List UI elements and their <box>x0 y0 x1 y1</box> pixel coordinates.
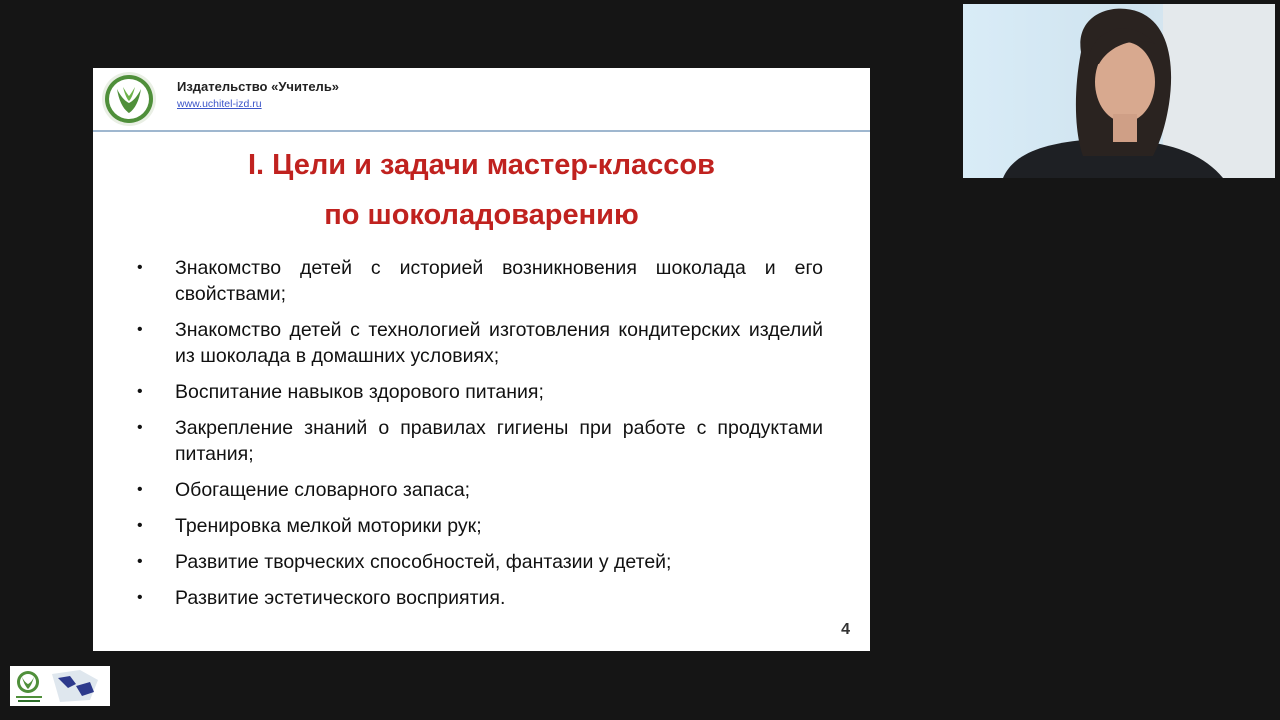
slide-title-line-1: I. Цели и задачи мастер-классов <box>248 149 715 181</box>
bullet-text: Тренировка мелкой моторики рук; <box>175 515 482 537</box>
bullet-text: Развитие творческих способностей, фантазии у детей; <box>175 551 672 573</box>
presentation-slide <box>93 68 870 651</box>
bullet-dot: • <box>137 589 143 606</box>
presenter-video[interactable] <box>963 4 1275 178</box>
bullet-dot: • <box>137 383 143 400</box>
bullet-text: Воспитание навыков здорового питания; <box>175 381 544 403</box>
presenter-silhouette <box>963 4 1275 178</box>
bullet-item <box>133 415 823 467</box>
bullet-item <box>133 513 823 539</box>
bullet-text: Знакомство детей с технологией изготовления кондитерских изделий из шоколада в домашних условиях; <box>175 319 823 367</box>
publisher-name: Издательство «Учитель» <box>177 79 340 94</box>
bullet-dot: • <box>137 481 143 498</box>
bullet-dot: • <box>137 321 143 338</box>
bullet-text: Обогащение словарного запаса; <box>175 479 471 501</box>
bottom-publisher-logo <box>10 666 110 706</box>
bullet-dot: • <box>137 517 143 534</box>
publisher-logo-icon <box>101 71 157 127</box>
bullet-item <box>133 317 823 369</box>
publisher-url-link[interactable]: www.uchitel-izd.ru <box>177 98 262 110</box>
bullet-dot: • <box>137 419 143 436</box>
bullet-text: Развитие эстетического восприятия. <box>175 587 506 609</box>
slide-page-number: 4 <box>841 621 850 638</box>
bullet-item <box>133 379 823 405</box>
bullet-dot: • <box>137 553 143 570</box>
bullet-list <box>133 255 823 621</box>
bullet-item <box>133 549 823 575</box>
slide-title <box>93 140 870 240</box>
bullet-item <box>133 585 823 611</box>
bottom-logo-icon <box>10 666 110 706</box>
slide-header <box>93 68 870 132</box>
bullet-dot: • <box>137 259 143 276</box>
slide-title-line-2: по шоколадоварению <box>324 199 639 231</box>
bullet-text: Закрепление знаний о правилах гигиены при работе с продуктами питания; <box>175 417 823 465</box>
bullet-item <box>133 255 823 307</box>
bullet-item <box>133 477 823 503</box>
bullet-text: Знакомство детей с историей возникновения шоколада и его свойствами; <box>175 257 823 305</box>
